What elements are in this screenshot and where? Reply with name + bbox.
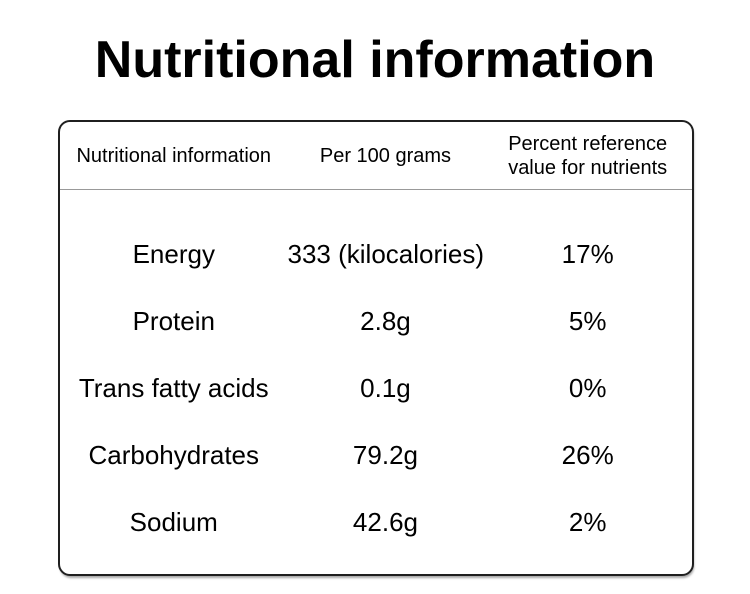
table-header-row bbox=[60, 122, 692, 190]
nutrient-name: Carbohydrates bbox=[88, 439, 260, 470]
amount-per-100g: 2.8g bbox=[360, 305, 411, 336]
nutrient-name: Trans fatty acids bbox=[78, 372, 269, 403]
nutrient-name: Sodium bbox=[129, 506, 218, 537]
percent-reference-value: 0% bbox=[568, 372, 607, 403]
table-row-sodium bbox=[60, 489, 692, 556]
percent-reference-value: 17% bbox=[561, 238, 614, 269]
nutrient-name: Energy bbox=[132, 238, 215, 269]
percent-reference-value: 2% bbox=[568, 506, 607, 537]
percent-reference-value: 5% bbox=[568, 305, 607, 336]
nutrient-name: Protein bbox=[132, 305, 215, 336]
column-header-percent-reference-text: Percent reference value for nutrients bbox=[508, 132, 668, 179]
column-header-nutrient: Nutritional information bbox=[76, 144, 272, 167]
amount-per-100g: 79.2g bbox=[352, 439, 418, 470]
column-header-per-100-grams: Per 100 grams bbox=[319, 144, 452, 167]
amount-per-100g: 0.1g bbox=[360, 372, 411, 403]
table-body bbox=[60, 190, 692, 556]
nutrition-panel bbox=[58, 120, 694, 576]
page-title: Nutritional information bbox=[94, 31, 656, 89]
table-row-energy bbox=[60, 221, 692, 288]
column-header-percent-reference bbox=[483, 132, 692, 180]
table-row-protein bbox=[60, 288, 692, 355]
table-row-trans-fatty-acids bbox=[60, 355, 692, 422]
amount-per-100g: 42.6g bbox=[352, 506, 418, 537]
table-row-carbohydrates bbox=[60, 422, 692, 489]
amount-per-100g: 333 (kilocalories) bbox=[287, 238, 485, 269]
percent-reference-value: 26% bbox=[561, 439, 614, 470]
